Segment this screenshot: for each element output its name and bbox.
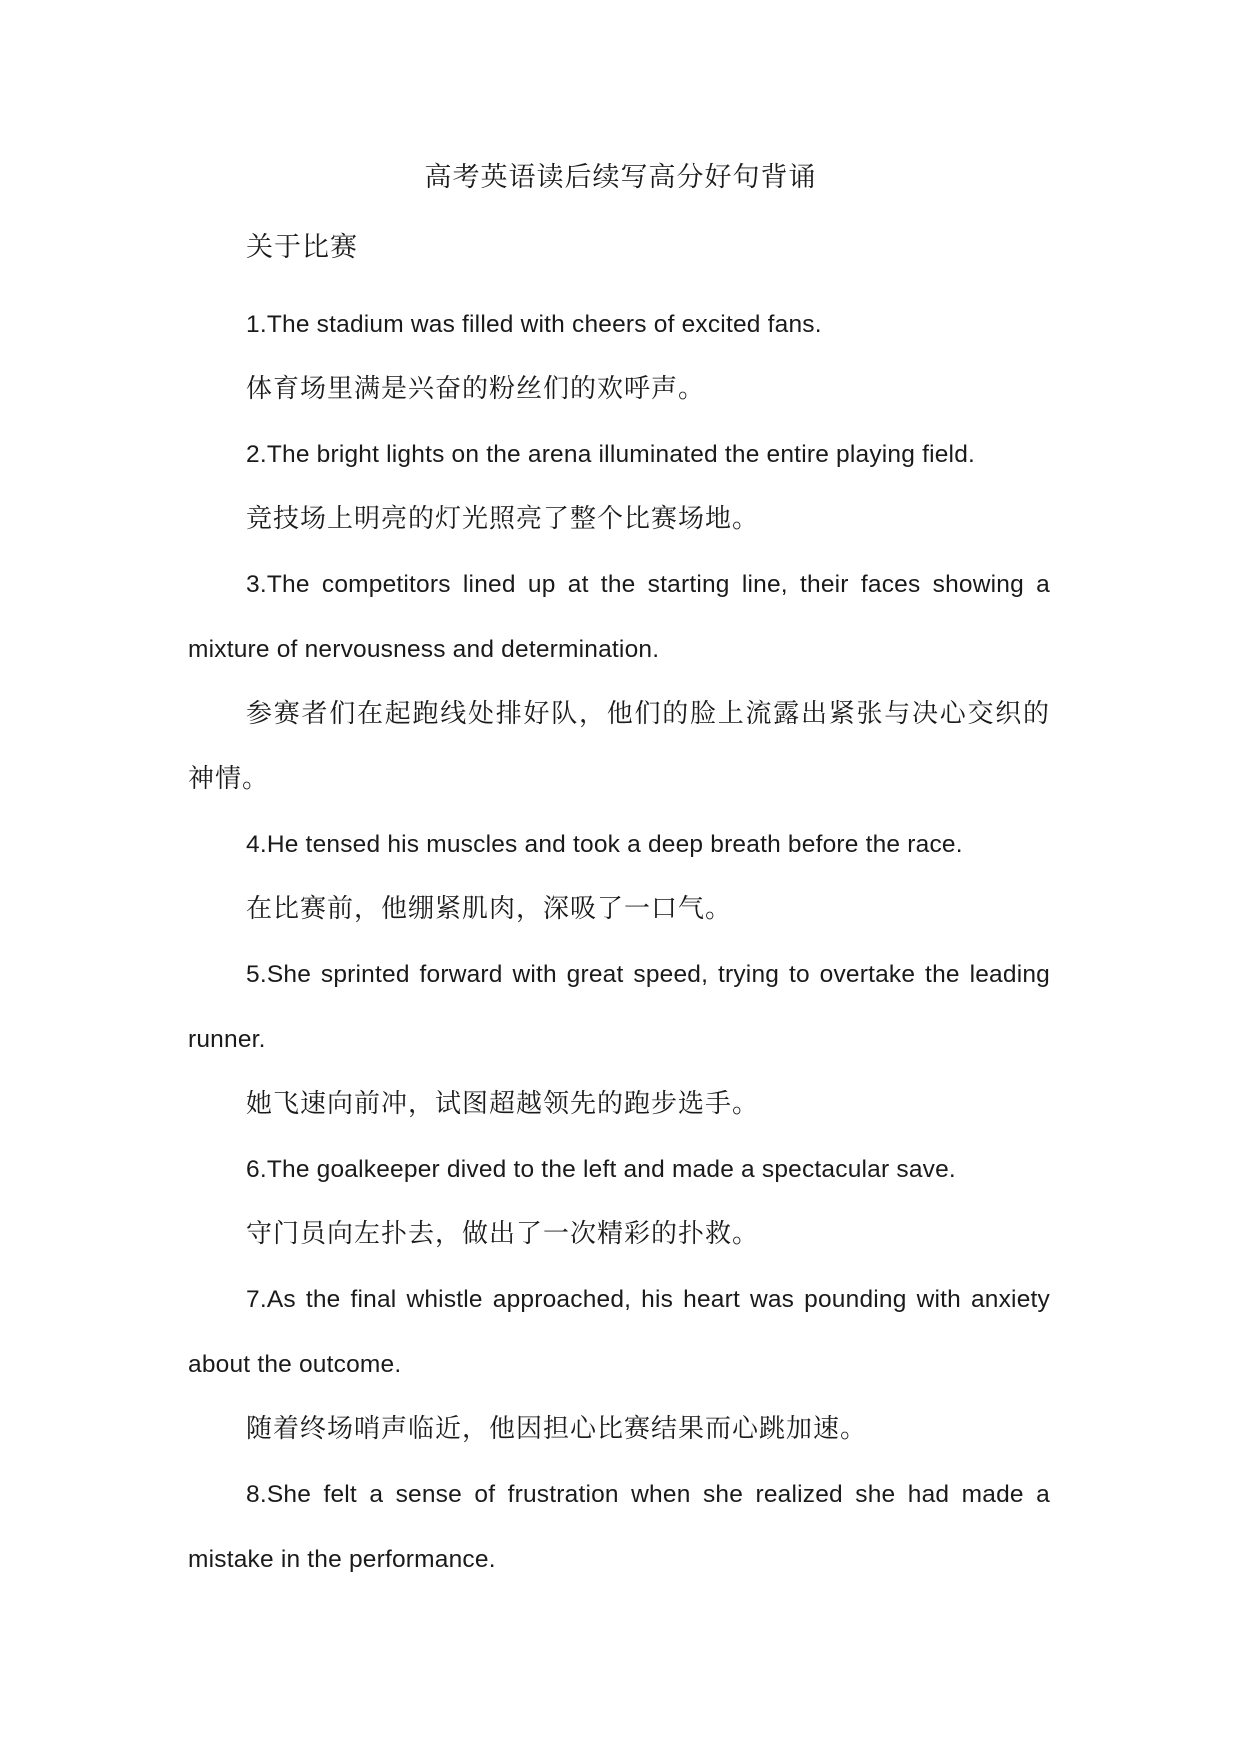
section-heading: 关于比赛	[246, 232, 358, 263]
sentence-en-1: 1.The stadium was filled with cheers of excited fans.	[246, 311, 822, 338]
sentence-zh-3: 参赛者们在起跑线处排好队，他们的脸上流露出紧张与决心交织的神情。	[188, 699, 1050, 794]
sentence-en-2: 2.The bright lights on the arena illuminated the entire playing field.	[246, 441, 976, 468]
sentence-zh-6: 守门员向左扑去，做出了一次精彩的扑救。	[246, 1219, 760, 1249]
sentence-zh-7: 随着终场哨声临近，他因担心比赛结果而心跳加速。	[246, 1414, 868, 1444]
sentence-zh-1: 体育场里满是兴奋的粉丝们的欢呼声。	[246, 374, 706, 404]
sentence-zh-2: 竞技场上明亮的灯光照亮了整个比赛场地。	[246, 504, 760, 534]
sentence-en-3: 3.The competitors lined up at the starting line, their faces showing a mixture of nervousness and determination.	[188, 571, 1050, 663]
sentence-en-7: 7.As the final whistle approached, his heart was pounding with anxiety about the outcome.	[188, 1286, 1050, 1378]
sentence-en-6: 6.The goalkeeper dived to the left and made a spectacular save.	[246, 1156, 956, 1183]
sentence-en-5: 5.She sprinted forward with great speed, trying to overtake the leading runner.	[188, 961, 1050, 1053]
sentence-zh-5: 她飞速向前冲，试图超越领先的跑步选手。	[246, 1089, 760, 1119]
document-title: 高考英语读后续写高分好句背诵	[424, 162, 817, 193]
sentence-en-4: 4.He tensed his muscles and took a deep breath before the race.	[246, 831, 963, 858]
document-body	[188, 292, 1050, 1592]
sentence-en-8: 8.She felt a sense of frustration when she realized she had made a mistake in the performance.	[188, 1481, 1050, 1573]
sentence-zh-4: 在比赛前，他绷紧肌肉，深吸了一口气。	[246, 894, 733, 924]
